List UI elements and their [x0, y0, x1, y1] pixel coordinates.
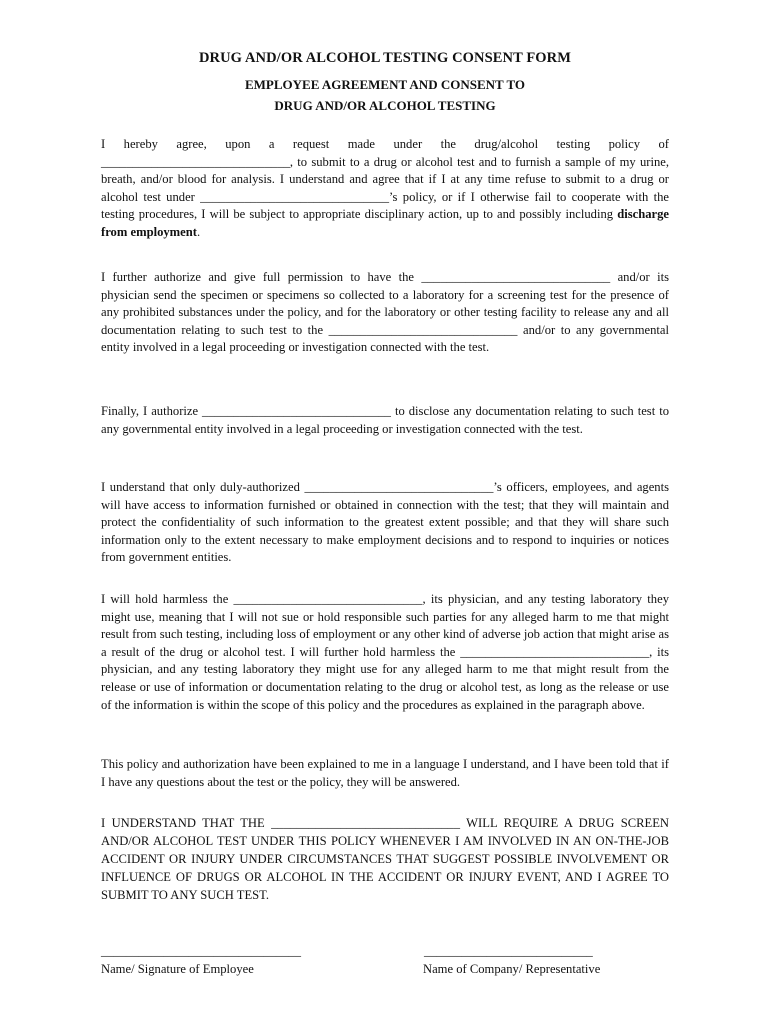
form-subtitle-line1: EMPLOYEE AGREEMENT AND CONSENT TO — [244, 77, 526, 92]
authorization-paragraph: I further authorize and give full permission to have the ______________________________ and/or its physician send the specimen or specimens so collected to a laboratory for a screening test for the presence of any prohibited substances under the policy, and for the laboratory or other testing facility to release any and all documentation relating to such test to the ______________________________ and/or to any governmental entity involved in a legal proceeding or investigation connected with the test. — [101, 270, 669, 355]
discharge-emphasis: discharge from employment — [101, 207, 669, 239]
hold-harmless-paragraph: I will hold harmless the ______________________________, its physician, and any testing laboratory they might use, meaning that I will not sue or hold responsible such parties for any alleged harm to me that might result from such testing, including loss of employment or any other kind of adverse job action that might arise as a result of the drug or alcohol test. I will further hold harmless the ______________________________, its physician, and any testing laboratory they might use for any alleged harm to me that might result from the release or use of information or documentation relating to the drug or alcohol test, as long as the release or use of the information is within the scope of this policy and the procedures as explained in the paragraph above. — [101, 592, 669, 712]
agreement-end: . — [196, 224, 201, 239]
accident-testing-paragraph: I UNDERSTAND THAT THE ______________________________ WILL REQUIRE A DRUG SCREEN AND/OR ALCOHOL TEST UNDER THIS POLICY WHENEVER I AM INVOLVED IN AN ON-THE-JOB ACCIDENT OR INJURY UNDER CIRCUMSTANCES THAT SUGGEST POSSIBLE INVOLVEMENT OR INFLUENCE OF DRUGS OR ALCOHOL IN THE ACCIDENT OR INJURY EVENT, AND I AGREE TO SUBMIT TO ANY SUCH TEST. — [101, 816, 669, 902]
company-signature-line[interactable]: ___________________________ — [424, 944, 593, 958]
agreement-paragraph — [101, 136, 669, 242]
explanation-paragraph: This policy and authorization have been explained to me in a language I understand, and I have been told that if I have any questions about the test or the policy, they will be answered. — [101, 757, 669, 789]
agreement-text: I hereby agree, upon a request made under the drug/alcohol testing policy of ______________________________, to submit to a drug or alcohol test and to furnish a sample of my urine, breath, and/or blood for analysis. I understand and agree that if I at any time refuse to submit to a drug or alcohol test under ______________________________’s policy, or if I otherwise fail to cooperate with the testing procedures, I will be subject to appropriate disciplinary action, up to and possibly including — [101, 137, 669, 222]
employee-signature-label: Name/ Signature of Employee — [101, 962, 254, 976]
form-subtitle-line2: DRUG AND/OR ALCOHOL TESTING — [274, 98, 496, 113]
disclosure-paragraph: Finally, I authorize ______________________________ to disclose any documentation relating to such test to any governmental entity involved in a legal proceeding or investigation connected with the test. — [101, 404, 669, 436]
form-title: DRUG AND/OR ALCOHOL TESTING CONSENT FORM — [198, 50, 572, 66]
company-signature-label: Name of Company/ Representative — [423, 962, 601, 976]
confidentiality-paragraph: I understand that only duly-authorized ______________________________’s officers, employees, and agents will have access to information furnished or obtained in connection with the test; that they will maintain and protect the confidentiality of such information to the greatest extent possible; and that they will share such information only to the extent necessary to make employment decisions and to respond to inquiries or notices from government entities. — [101, 480, 669, 565]
employee-signature-line[interactable]: ________________________________ — [101, 944, 301, 958]
